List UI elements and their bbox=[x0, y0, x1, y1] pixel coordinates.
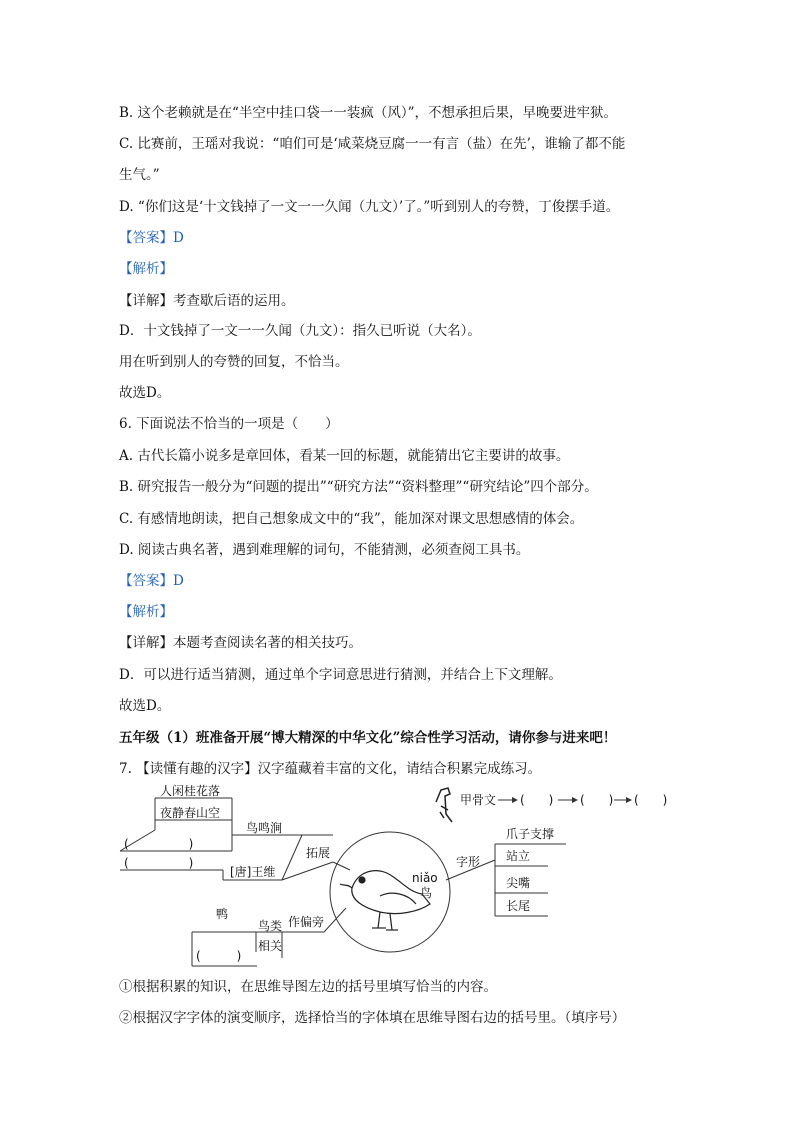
shape-item-1: 爪子支撑 bbox=[506, 827, 555, 841]
explanation-text-2: 用在听到别人的夸赞的回复，不恰当。 bbox=[119, 354, 349, 370]
poem-line-2: 夜静春山空 bbox=[160, 806, 221, 820]
radical-category-2: 相关 bbox=[258, 939, 283, 953]
branch-radical-label: 作偏旁 bbox=[288, 915, 325, 929]
question-6-option-d: D. 阅读古典名著，遇到难理解的词句，不能猜测，必须查阅工具书。 bbox=[119, 542, 530, 558]
answer-label: 【答案】D bbox=[119, 230, 184, 246]
poem-line-1: 人闲桂花落 bbox=[160, 784, 221, 798]
section-heading: 五年级（1）班准备开展“博大精深的中华文化”综合性学习活动，请你参与进来吧！ bbox=[119, 730, 617, 746]
branch-extend-label: 拓展 bbox=[306, 846, 331, 860]
answer-label-2: 【答案】D bbox=[119, 573, 184, 589]
option-c-continued: 生气。” bbox=[119, 167, 160, 183]
conclusion-text: 故选D。 bbox=[119, 385, 171, 401]
subquestion-1: ①根据积累的知识，在思维导图左边的括号里填写恰当的内容。 bbox=[119, 979, 497, 995]
option-d-text: D. “你们这是‘十文钱掉了一文一一久闻（九文）’了。”听到别人的夸赞，丁俊摆手道。 bbox=[119, 199, 620, 215]
detail-text: 【详解】考查歇后语的运用。 bbox=[119, 293, 295, 309]
radical-category-1: 鸟类 bbox=[258, 919, 283, 933]
oracle-bone-bird-icon bbox=[436, 788, 452, 822]
evolution-slot-3: ( ) bbox=[634, 793, 668, 807]
evolution-slot-1: ( ) bbox=[520, 793, 554, 807]
question-6-stem: 6. 下面说法不恰当的一项是（ ） bbox=[119, 416, 339, 432]
question-6-option-c: C. 有感情地朗读，把自己想象成文中的“我”，能加深对课文思想感情的体会。 bbox=[119, 511, 584, 527]
branch-shape-label: 字形 bbox=[456, 855, 481, 869]
option-c-text: C. 比赛前，王瑶对我说：“咱们可是‘咸菜烧豆腐一一有言（盐）在先’，谁输了都不能 bbox=[119, 136, 626, 152]
pinyin: niǎo bbox=[412, 871, 438, 885]
explanation-text-3: D．可以进行适当猜测，通过单个字词意思进行猜测，并结合上下文理解。 bbox=[119, 667, 562, 683]
evolution-label: 甲骨文 bbox=[460, 793, 497, 807]
conclusion-text-2: 故选D。 bbox=[119, 698, 171, 714]
analysis-label: 【解析】 bbox=[119, 261, 173, 277]
radical-word: 鸭 bbox=[216, 907, 229, 921]
detail-text-2: 【详解】本题考查阅读名著的相关技巧。 bbox=[119, 635, 362, 651]
analysis-label-2: 【解析】 bbox=[119, 604, 173, 620]
shape-item-3: 尖嘴 bbox=[506, 876, 531, 890]
poem-blank-1: ( ) bbox=[124, 837, 194, 851]
question-6-option-a: A. 古代长篇小说多是章回体，看某一回的标题，就能猜出它主要讲的故事。 bbox=[119, 448, 570, 464]
poem-blank-2: ( ) bbox=[124, 856, 194, 870]
option-b-text: B. 这个老赖就是在“半空中挂口袋一一装疯（风）”，不想承担后果，早晚要进牢狱。 bbox=[119, 105, 618, 121]
radical-blank: ( ) bbox=[196, 949, 242, 963]
explanation-text: D．十文钱掉了一文一一久闻（九文）：指久已听说（大名）。 bbox=[119, 323, 481, 339]
evolution-slot-2: ( ) bbox=[580, 793, 614, 807]
question-6-option-b: B. 研究报告一般分为“问题的提出”“研究方法”“资料整理”“研究结论”四个部分。 bbox=[119, 479, 598, 495]
center-character: 鸟 bbox=[420, 886, 433, 900]
shape-item-4: 长尾 bbox=[506, 899, 531, 913]
poem-title: 鸟鸣涧 bbox=[246, 821, 283, 835]
shape-item-2: 站立 bbox=[506, 849, 531, 863]
question-7-stem: 7. 【读懂有趣的汉字】汉字蕴藏着丰富的文化，请结合积累完成练习。 bbox=[119, 761, 542, 777]
poet: [唐]王维 bbox=[230, 865, 276, 879]
subquestion-2: ②根据汉字字体的演变顺序，选择恰当的字体填在思维导图右边的括号里。（填序号） bbox=[119, 1010, 626, 1026]
